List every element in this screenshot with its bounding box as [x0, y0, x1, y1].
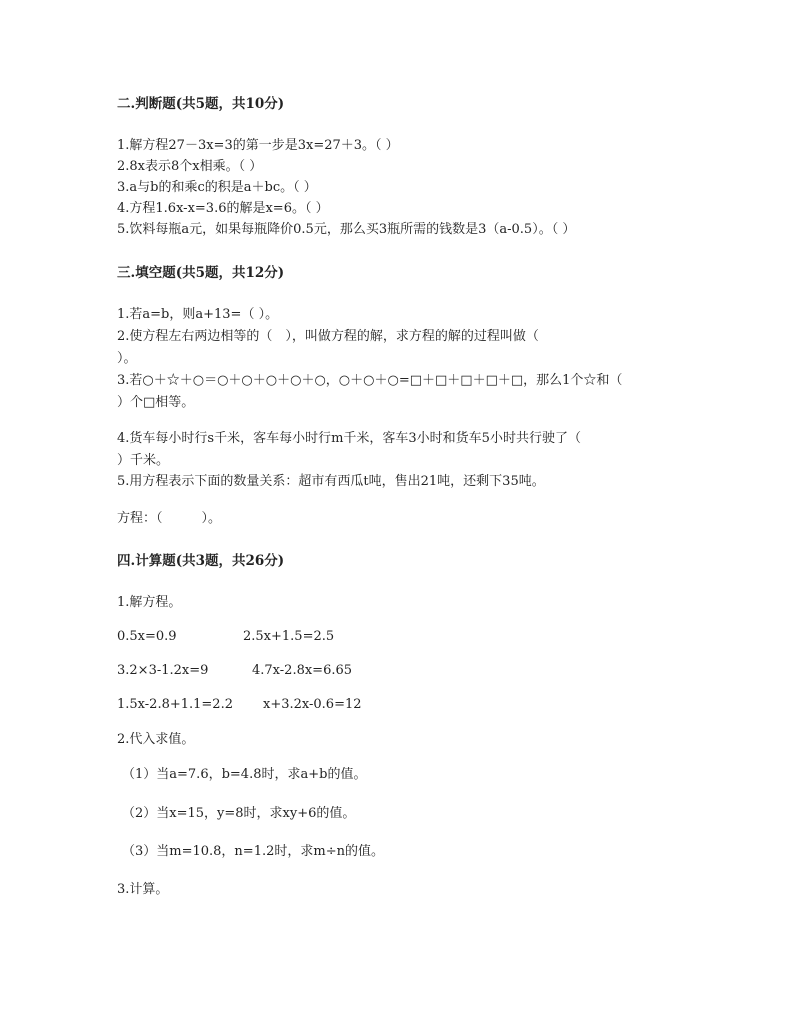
question-item: 3.a与b的和乘c的积是a＋bc。（ ）	[117, 180, 317, 195]
question-title: 3.计算。	[117, 882, 169, 897]
sub-question: （1）当a=7.6，b=4.8时，求a+b的值。	[122, 767, 367, 782]
question-item: 3.若○＋☆＋○＝○＋○＋○＋○＋○，○＋○＋○=□＋□＋□＋□＋□，那么1个☆和（	[117, 373, 623, 388]
question-item: 2.使方程左右两边相等的（ ），叫做方程的解，求方程的解的过程叫做（	[117, 329, 539, 344]
equation: 1.5x-2.8+1.1=2.2	[117, 697, 233, 712]
question-title: 1.解方程。	[117, 595, 182, 610]
question-item-continuation: ）个□相等。	[117, 395, 195, 410]
answer-blank-line: 方程：（ ）。	[117, 511, 222, 526]
question-item: 2.8x表示8个x相乘。（ ）	[117, 159, 263, 174]
sub-question: （3）当m=10.8，n=1.2时，求m÷n的值。	[122, 844, 384, 859]
question-item: 1.解方程27－3x=3的第一步是3x=27＋3。（ ）	[117, 138, 399, 153]
question-item: 1.若a=b，则a+13=（ ）。	[117, 307, 279, 322]
question-title: 2.代入求值。	[117, 732, 195, 747]
question-item: 4.货车每小时行s千米，客车每小时行m千米，客车3小时和货车5小时共行驶了（	[117, 431, 581, 446]
section-heading-fill-blank: 三.填空题(共5题，共12分)	[117, 265, 285, 281]
question-item: 5.用方程表示下面的数量关系：超市有西瓜t吨，售出21吨，还剩下35吨。	[117, 474, 545, 489]
equation: 2.5x+1.5=2.5	[243, 629, 335, 644]
equation: 3.2×3-1.2x=9	[117, 663, 209, 678]
question-item: 4.方程1.6x-x=3.6的解是x=6。（ ）	[117, 201, 329, 216]
equation: x+3.2x-0.6=12	[263, 697, 362, 712]
equation: 0.5x=0.9	[117, 629, 177, 644]
question-item: 5.饮料每瓶a元，如果每瓶降价0.5元，那么买3瓶所需的钱数是3（a-0.5）。（ ）	[117, 222, 576, 237]
equation: 4.7x-2.8x=6.65	[252, 663, 353, 678]
section-heading-calculation: 四.计算题(共3题，共26分)	[117, 553, 285, 569]
question-item-continuation: ）千米。	[117, 453, 170, 468]
sub-question: （2）当x=15，y=8时，求xy+6的值。	[122, 806, 356, 821]
question-item-continuation: ）。	[117, 351, 137, 366]
section-heading-judgement: 二.判断题(共5题，共10分)	[117, 96, 285, 112]
